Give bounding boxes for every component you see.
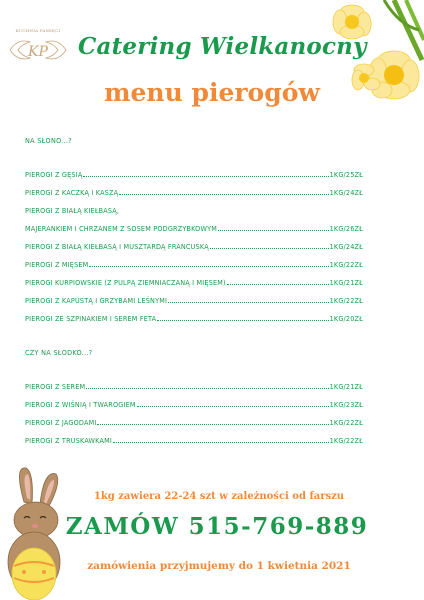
menu-item-price: 1KG/23ZŁ [329,400,363,409]
menu-item-name: PIEROGI Z MIĘSEM [25,260,89,269]
page-title: Catering Wielkanocny [78,33,367,60]
leader-dots [218,230,329,231]
menu-item [25,222,363,233]
leader-dots [227,284,329,285]
menu-item-price: 1KG/22ZŁ [329,296,363,305]
section-heading-sweet: CZY NA SŁODKO...? [25,348,93,357]
menu-item-name: PIEROGI Z WIŚNIĄ I TWAROGIEM [25,400,136,409]
menu-item-name: PIEROGI ZE SZPINAKIEM I SEREM FETA [25,314,157,323]
monogram-logo-icon [6,28,70,68]
page-subtitle: menu pierogów [104,78,320,107]
menu-item-price: 1KG/22ZŁ [329,436,363,445]
menu-item [25,398,363,409]
menu-item-name: PIEROGI Z TRUSKAWKAMI [25,436,112,445]
menu-item-name: MAJERANKIEM I CHRZANEM Z SOSEM PODGRZYBKOWYM [25,224,217,233]
menu-item [25,434,363,445]
leader-dots [119,194,328,195]
svg-text:KP: KP [28,44,48,60]
menu-item-price: 1KG/24ZŁ [329,242,363,251]
menu-item-name: PIEROGI Z BIAŁĄ KIEŁBASĄ, [25,206,120,215]
menu-item-name: PIEROGI Z JAGODAMI [25,418,97,427]
menu-item [25,258,363,269]
menu-item [25,168,363,179]
leader-dots [89,266,328,267]
leader-dots [83,176,328,177]
menu-item [25,240,363,251]
menu-item-price: 1KG/25ZŁ [329,170,363,179]
menu-item-price: 1KG/22ZŁ [329,260,363,269]
menu-item [25,276,363,287]
menu-item-name: PIEROGI Z BIAŁĄ KIEŁBASĄ I MUSZTARDĄ FRANCUSKĄ [25,242,209,251]
menu-item-price: 1KG/24ZŁ [329,188,363,197]
order-deadline: zamówienia przyjmujemy do 1 kwietnia 2021 [87,560,351,572]
leader-dots [168,302,328,303]
menu-item-price: 1KG/20ZŁ [329,314,363,323]
menu-item [25,416,363,427]
menu-item [25,380,363,391]
menu-item-name: PIEROGI Z SEREM [25,382,86,391]
leader-dots [113,442,329,443]
menu-item [25,294,363,305]
section-heading-savory: NA SŁONO...? [25,136,72,145]
menu-item-name: PIEROGI Z GĘSIĄ [25,170,83,179]
leader-dots [86,388,328,389]
leader-dots [137,406,329,407]
portion-info: 1kg zawiera 22-24 szt w zależności od farszu [93,491,345,502]
menu-item-name: PIEROGI Z KACZKĄ I KASZĄ [25,188,119,197]
menu-item-name: PIEROGI Z KAPUSTĄ I GRZYBAMI LEŚNYMI [25,296,168,305]
menu-item-price: 1KG/26ZŁ [329,224,363,233]
logo-caption: KUCHNIA PAMIĘCI [15,28,61,33]
menu-item [25,204,363,215]
leader-dots [210,248,329,249]
menu-item-price: 1KG/22ZŁ [329,418,363,427]
menu-item [25,186,363,197]
menu-item-price: 1KG/21ZŁ [329,382,363,391]
menu-item [25,312,363,323]
leader-dots [157,320,328,321]
order-phone: ZAMÓW 515-769-889 [65,513,369,540]
leader-dots [97,424,328,425]
menu-item-price: 1KG/21ZŁ [329,278,363,287]
menu-item-name: PIEROGI KURPIOWSKIE (Z PULPĄ ZIEMNIACZANĄ I MIĘSEM) [25,278,226,287]
